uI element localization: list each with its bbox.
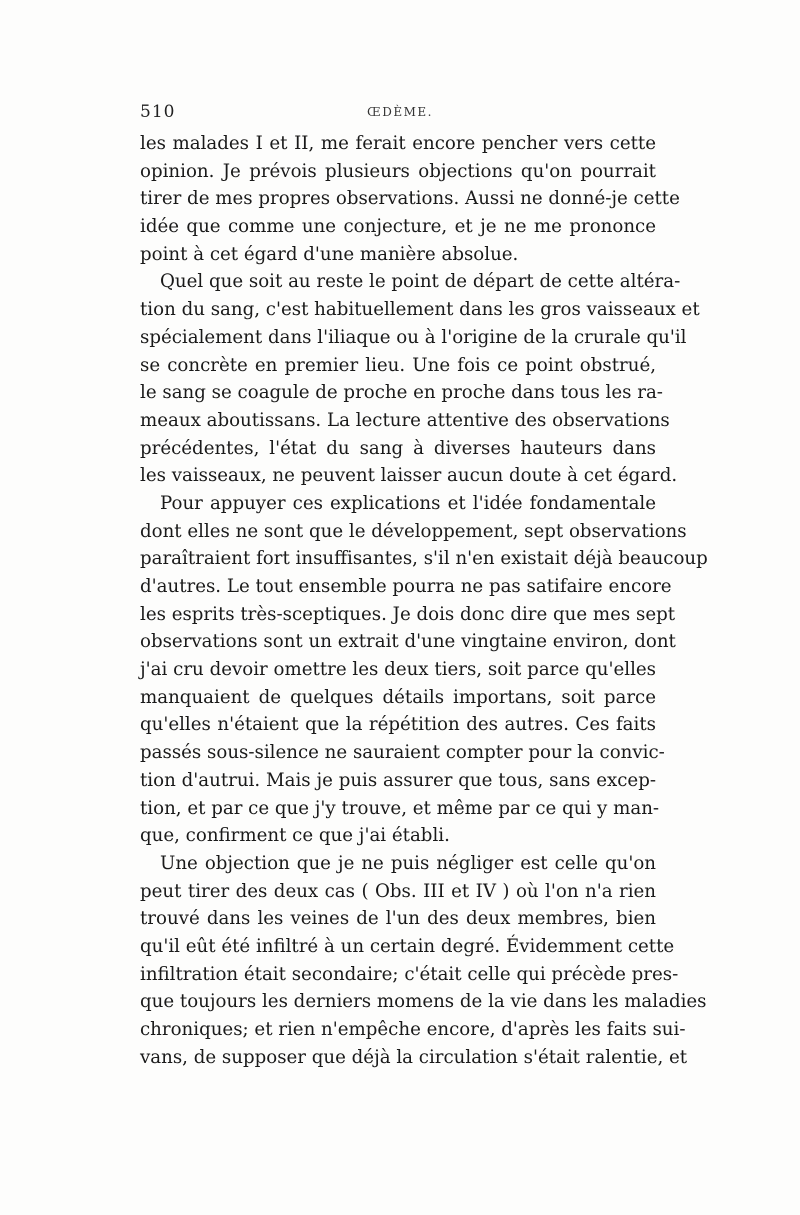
text-line: précédentes, l'état du sang à diverses hauteurs dans [140, 437, 656, 459]
text-line: point à cet égard d'une manière absolue. [140, 243, 519, 265]
text-line: opinion. Je prévois plusieurs objections qu'on pourrait [140, 160, 656, 182]
text-line: tion, et par ce que j'y trouve, et même par ce qui y man- [140, 797, 660, 819]
running-title: ŒDÈME. [367, 105, 433, 119]
text-line: idée que comme une conjecture, et je ne me prononce [140, 216, 656, 238]
text-line: Une objection que je ne puis négliger est celle qu'on [160, 852, 656, 874]
text-line: trouvé dans les veines de l'un des deux membres, bien [140, 908, 656, 930]
text-line: le sang se coagule de proche en proche dans tous les ra- [140, 382, 663, 404]
text-line: que, confirment ce que j'ai établi. [140, 825, 450, 847]
text-line: Quel que soit au reste le point de départ de cette altéra- [160, 271, 681, 293]
page-header [140, 102, 660, 124]
paragraph [140, 130, 680, 268]
text-line: les vaisseaux, ne peuvent laisser aucun doute à cet égard. [140, 465, 678, 487]
text-line: les malades I et II, me ferait encore pencher vers cette [140, 133, 656, 154]
text-line: manquaient de quelques détails importans, soit parce [140, 686, 656, 708]
text-line: les esprits très-sceptiques. Je dois donc dire que mes sept [140, 603, 676, 625]
text-line: tion d'autrui. Mais je puis assurer que tous, sans excep- [140, 769, 656, 791]
text-line: qu'il eût été infiltré à un certain degré. Évidemment cette [140, 935, 675, 957]
text-line: vans, de supposer que déjà la circulation s'était ralentie, et [140, 1046, 688, 1068]
text-line: spécialement dans l'iliaque ou à l'origine de la crurale qu'il [140, 326, 687, 348]
paragraph [140, 850, 707, 1072]
text-line: dont elles ne sont que le développement, sept observations [140, 520, 687, 542]
text-line: tirer de mes propres observations. Aussi ne donné-je cette [140, 188, 680, 210]
text-line: paraîtraient fort insuffisantes, s'il n'en existait déjà beaucoup [140, 548, 708, 570]
text-line: infiltration était secondaire; c'était celle qui précède pres- [140, 963, 679, 985]
paragraph [140, 268, 700, 490]
body-text [140, 130, 708, 1071]
paragraph [140, 490, 708, 850]
text-line: observations sont un extrait d'une vingtaine environ, dont [140, 631, 676, 653]
text-line: que toujours les derniers momens de la vie dans les maladies [140, 991, 707, 1013]
text-line: Pour appuyer ces explications et l'idée fondamentale [160, 492, 656, 514]
text-line: se concrète en premier lieu. Une fois ce point obstrué, [140, 354, 656, 376]
text-line: peut tirer des deux cas ( Obs. III et IV ) où l'on n'a rien [140, 880, 656, 902]
text-line: chroniques; et rien n'empêche encore, d'après les faits sui- [140, 1019, 686, 1040]
text-line: passés sous-silence ne sauraient compter pour la convic- [140, 742, 665, 764]
text-line: qu'elles n'étaient que la répétition des autres. Ces faits [140, 714, 656, 736]
text-line: d'autres. Le tout ensemble pourra ne pas satifaire encore [140, 576, 672, 597]
text-line: j'ai cru devoir omettre les deux tiers, soit parce qu'elles [140, 659, 656, 681]
page-number: 510 [140, 102, 176, 122]
text-line: meaux aboutissans. La lecture attentive des observations [140, 409, 670, 431]
text-line: tion du sang, c'est habituellement dans les gros vaisseaux et [140, 299, 700, 321]
